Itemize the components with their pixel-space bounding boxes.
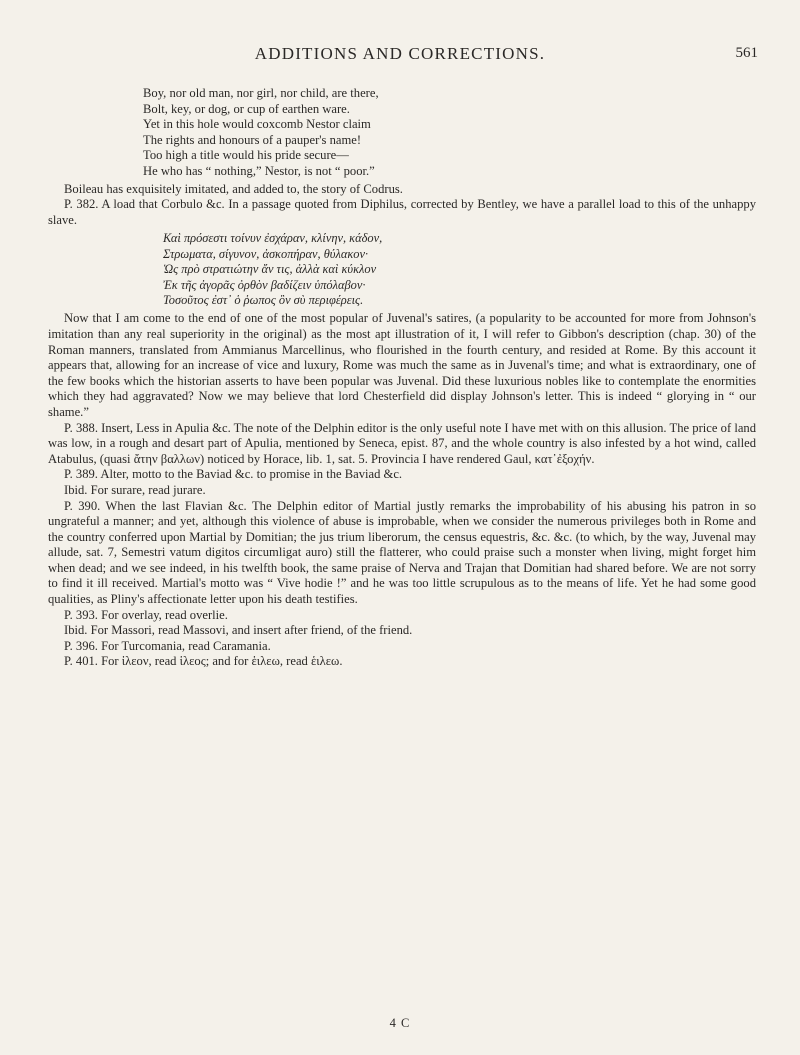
- poem-line: He who has “ nothing,” Nestor, is not “ poor.”: [143, 163, 375, 178]
- paragraph-p396: P. 396. For Turcomania, read Caramania.: [64, 638, 271, 653]
- paragraph-p390: P. 390. When the last Flavian &c. The Delphin editor of Martial justly remarks the improbability of his abusing his patron in so ungrateful a manner; and yet, although this violence of abuse is improbable, when we consider the numerous privileges both in Rome and the country conferred upon Martial by Domitian; the jus trium liberorum, the census equestris, &c. &c. (to which, by the way, Juvenal may allude, sat. 7, Semestri vatum digitos circumligat auro) still the flatterer, who could praise such a monster when living, might forget him when dead; and we see indeed, in his twelfth book, the same praise of Nerva and Trajan that Domitian had shared before. We are not sorry to find it ill received. Martial's motto was “ Vive hodie !” and he was too little scrupulous as to the means of life. Yet he had some good qualities, as Pliny's affectionate letter upon his death testifies.: [48, 498, 756, 607]
- poem-line: The rights and honours of a pauper's name!: [143, 132, 362, 147]
- paragraph-p389: P. 389. Alter, motto to the Baviad &c. to promise in the Baviad &c.: [64, 467, 403, 482]
- page-header: [0, 44, 800, 68]
- poem-line: Bolt, key, or dog, or cup of earthen ware.: [143, 101, 350, 116]
- greek-line: Τοσοῦτος ἐστ᾽ ὁ ῥωπος ὃν σὺ περιφέρεις.: [163, 292, 364, 307]
- greek-line: Ἐκ τῆς ἀγορᾶς ὀρθὸν βαδίζειν ὑπόλαβον·: [163, 277, 366, 292]
- greek-quotation: [163, 231, 756, 308]
- paragraph-juvenal: Now that I am come to the end of one of the most popular of Juvenal's satires, (a popularity to be accounted for more from Johnson's imitation than any real superiority in the original) as the most apt illustration of it, I will refer to Gibbon's description (chap. 30) of the Roman manners, translated from Ammianus Marcellinus, who flourished in the fourth century, and resided at Rome. By this account it appears that, allowing for an increase of vice and luxury, Rome was much the same as in Juvenal's time; and what is extraordinary, one of the few books which the historian asserts to have been popular was Juvenal. Did these luxurious nobles like to contemplate the enormities which they had aggravated? Now we may believe that lord Chesterfield did display Johnson's letter. This is indeed “ glorying in “ our shame.”: [48, 311, 756, 419]
- poem-block: [143, 86, 756, 180]
- running-head: ADDITIONS AND CORRECTIONS.: [254, 44, 546, 63]
- signature-mark: 4 C: [389, 1016, 411, 1030]
- greek-line: Καὶ πρόσεστι τοίνυν ἐσχάραν, κλίνην, κάδον,: [163, 231, 383, 246]
- paragraph-p401: P. 401. For ἰλεον, read ἱλεος; and for ἑιλεω, read ἑιλεω.: [64, 654, 343, 669]
- page-body: [48, 86, 756, 670]
- paragraph-boileau: Boileau has exquisitely imitated, and added to, the story of Codrus.: [64, 181, 403, 196]
- poem-line: Too high a title would his pride secure—: [143, 148, 349, 163]
- paragraph-p388: P. 388. Insert, Less in Apulia &c. The note of the Delphin editor is the only useful note I have met with on this allusion. The price of land was low, in a rough and desart part of Apulia, mentioned by Seneca, epist. 87, and the whole country is also infested by a hot wind, called Atabulus, (quasi ἄτην βαλλων) noticed by Horace, lib. 1, sat. 5. Provincia I have rendered Gaul, κατ᾽ἐξοχήν.: [48, 420, 756, 466]
- paragraph-ibid-2: Ibid. For Massori, read Massovi, and insert after friend, of the friend.: [64, 623, 413, 638]
- poem-line: Boy, nor old man, nor girl, nor child, are there,: [143, 86, 379, 100]
- page-number: 561: [735, 45, 758, 61]
- poem-line: Yet in this hole would coxcomb Nestor claim: [143, 117, 371, 132]
- paragraph-ibid-1: Ibid. For surare, read jurare.: [64, 482, 206, 497]
- paragraph-p393: P. 393. For overlay, read overlie.: [64, 607, 228, 622]
- paragraph-p382: P. 382. A load that Corbulo &c. In a passage quoted from Diphilus, corrected by Bentley, we have a parallel load to this of the unhappy slave.: [48, 197, 756, 227]
- greek-line: Ὡς πρὸ στρατιώτην ἄν τις, ἀλλὰ καὶ κύκλον: [163, 262, 377, 277]
- greek-line: Στρωματα, σίγυνον, ἀσκοπήραν, θύλακον·: [163, 246, 369, 261]
